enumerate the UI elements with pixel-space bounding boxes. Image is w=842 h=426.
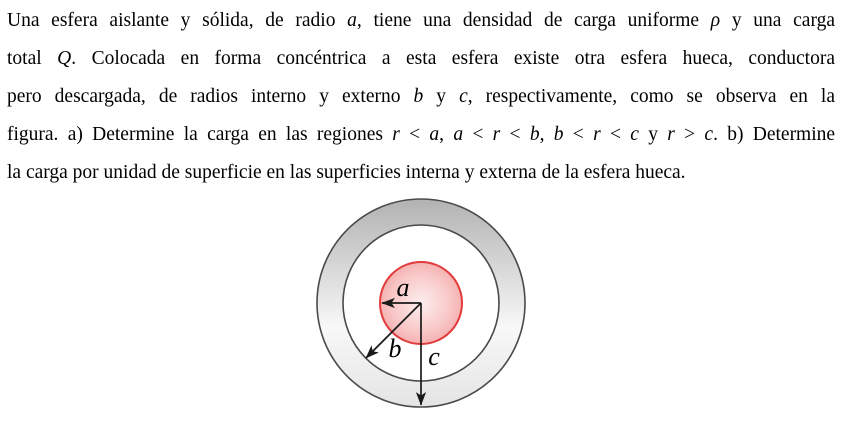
text-run: ,	[539, 124, 554, 145]
text-run: Una esfera aislante y sólida, de radio	[7, 10, 348, 31]
math-variable: c	[459, 86, 468, 107]
text-run: . b) Determine	[713, 124, 836, 145]
figure-svg	[311, 192, 531, 412]
text-run: <	[463, 124, 493, 145]
math-variable: b	[413, 86, 424, 107]
problem-line-3	[7, 78, 835, 116]
text-run: y una carga	[720, 10, 836, 31]
problem-statement	[0, 0, 842, 192]
radius-a-label: a	[396, 273, 410, 302]
math-variable: Q	[57, 48, 72, 69]
text-run: <	[399, 124, 430, 145]
math-variable: a,	[347, 10, 362, 31]
text-run: figura. a) Determine la carga en las regiones	[7, 124, 393, 145]
math-variable: r	[593, 124, 601, 145]
math-variable: b	[529, 124, 540, 145]
text-run: y	[638, 124, 668, 145]
math-variable: r	[492, 124, 501, 145]
math-variable: b	[553, 124, 564, 145]
radius-b-label: b	[388, 334, 402, 363]
math-variable: a	[453, 124, 464, 145]
text-run: <	[563, 124, 594, 145]
text-run: tiene una densidad de carga uniforme	[361, 10, 711, 31]
text-run: <	[600, 124, 631, 145]
text-run: total	[7, 48, 58, 69]
text-run: >	[674, 124, 705, 145]
math-variable: ρ	[710, 10, 721, 31]
text-run: pero descargada, de radios interno y externo	[7, 86, 414, 107]
text-run: la carga por unidad de superficie en las superficies interna y externa de la esfera hueca.	[7, 162, 686, 183]
text-run: ,	[439, 124, 454, 145]
concentric-spheres-figure	[311, 192, 531, 412]
text-run: , respectivamente, como se observa en la	[467, 86, 836, 107]
math-variable: r	[392, 124, 400, 145]
text-run: <	[500, 124, 530, 145]
math-variable: c	[630, 124, 639, 145]
math-variable: a	[429, 124, 440, 145]
math-variable: r	[667, 124, 675, 145]
text-run: y	[423, 86, 460, 107]
radius-c-label: c	[428, 342, 440, 371]
problem-line-1	[7, 2, 835, 40]
problem-line-4	[7, 116, 835, 154]
math-variable: c	[704, 124, 714, 145]
text-run: . Colocada en forma concéntrica a esta esfera existe otra esfera hueca, conductora	[71, 48, 835, 69]
problem-line-5	[7, 154, 835, 192]
problem-line-2	[7, 40, 835, 78]
